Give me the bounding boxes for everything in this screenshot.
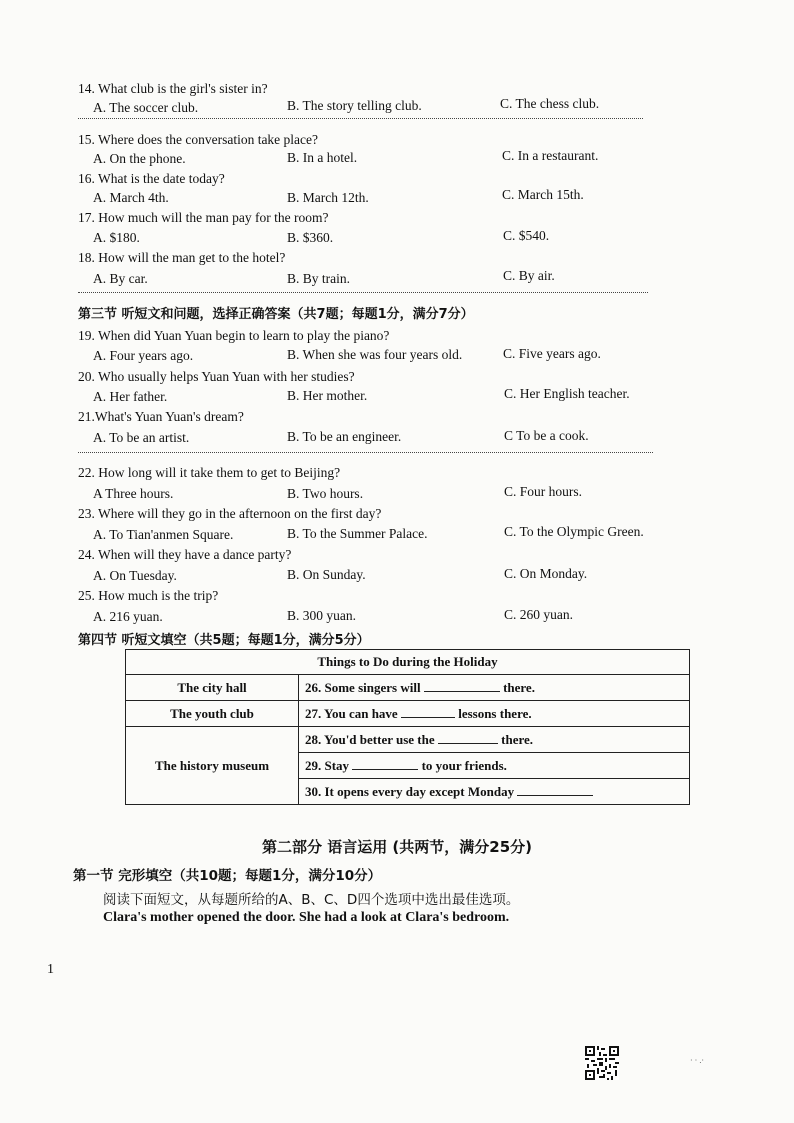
option-b: B. To the Summer Palace. [287,526,428,541]
option-c: C. Four hours. [504,484,583,499]
option-a: A. To be an artist. [93,430,190,445]
option-a: A. Four years ago. [93,348,194,363]
table-row-30: 30. It opens every day except Monday [299,779,690,805]
holiday-table [125,649,690,805]
part-2-section-1-title: 第一节 完形填空（共10题；每题1分，满分10分） [73,868,382,884]
option-c: C. By air. [503,268,555,283]
option-a: A. On Tuesday. [93,568,177,583]
option-b: B. On Sunday. [287,567,366,582]
section-divider [78,292,648,293]
option-b: B. $360. [287,230,334,245]
answer-blank [352,759,418,770]
section-divider [78,452,653,453]
question-24: 24. When will they have a dance party? [78,547,292,562]
table-row-27: 27. You can have lessons there. [299,701,690,727]
passage-line: Clara's mother opened the door. She had a look at Clara's bedroom. [103,910,510,925]
option-a: A. Her father. [93,389,168,404]
option-b: B. By train. [287,271,350,286]
option-c: C. Her English teacher. [504,386,630,401]
part-2-title: 第二部分 语言运用 (共两节，满分25分) [261,838,533,856]
section-divider [78,118,643,119]
answer-blank [438,733,498,744]
option-b: B. To be an engineer. [287,429,402,444]
table-title: Things to Do during the Holiday [126,650,690,675]
question-16: 16. What is the date today? [78,171,225,186]
question-25: 25. How much is the trip? [78,588,219,603]
answer-blank [517,785,593,796]
table-place-cell: The city hall [126,675,299,701]
option-b: B. 300 yuan. [287,608,356,623]
page-number: 1 [47,962,54,977]
table-row-28: 28. You'd better use the there. [299,727,690,753]
option-b: B. Two hours. [287,486,364,501]
table-row-26: 26. Some singers will there. [299,675,690,701]
option-c: C. 260 yuan. [504,607,573,622]
option-b: B. March 12th. [287,190,369,205]
question-14: 14. What club is the girl's sister in? [78,81,268,96]
qr-code-icon [585,1046,619,1080]
option-c: C. To the Olympic Green. [504,524,644,539]
option-a: A. 216 yuan. [93,609,163,624]
question-21: 21.What's Yuan Yuan's dream? [78,409,244,424]
option-b: B. Her mother. [287,388,368,403]
section-3-title: 第三节 听短文和问题，选择正确答案（共7题；每题1分，满分7分） [78,307,474,322]
question-17: 17. How much will the man pay for the room? [78,210,329,225]
option-a: A. By car. [93,271,148,286]
option-c: C. On Monday. [504,566,588,581]
option-a: A. March 4th. [93,190,169,205]
question-18: 18. How will the man get to the hotel? [78,250,286,265]
question-23: 23. Where will they go in the afternoon on the first day? [78,506,382,521]
answer-blank [401,707,455,718]
question-22: 22. How long will it take them to get to Beijing? [78,465,341,480]
option-c: C. In a restaurant. [502,148,599,163]
section-4-title: 第四节 听短文填空（共5题；每题1分，满分5分） [78,633,370,648]
option-c: C. The chess club. [500,96,600,111]
table-row-29: 29. Stay to your friends. [299,753,690,779]
question-15: 15. Where does the conversation take place? [78,132,319,147]
option-a: A Three hours. [93,486,174,501]
option-a: A. On the phone. [93,151,186,166]
option-c: C. March 15th. [502,187,584,202]
option-c: C. $540. [503,228,550,243]
table-place-cell: The history museum [126,727,299,805]
option-c: C To be a cook. [504,428,589,443]
question-19: 19. When did Yuan Yuan begin to learn to play the piano? [78,328,390,343]
answer-blank [424,681,500,692]
scan-specks: · · .· [690,1056,704,1065]
option-b: B. The story telling club. [287,98,422,113]
instruction-text: 阅读下面短文，从每题所给的A、B、C、D四个选项中选出最佳选项。 [103,892,520,908]
option-b: B. In a hotel. [287,150,358,165]
question-20: 20. Who usually helps Yuan Yuan with her studies? [78,369,355,384]
option-b: B. When she was four years old. [287,347,463,362]
option-a: A. To Tian'anmen Square. [93,527,234,542]
option-a: A. $180. [93,230,140,245]
option-a: A. The soccer club. [93,100,199,115]
option-c: C. Five years ago. [503,346,601,361]
table-place-cell: The youth club [126,701,299,727]
